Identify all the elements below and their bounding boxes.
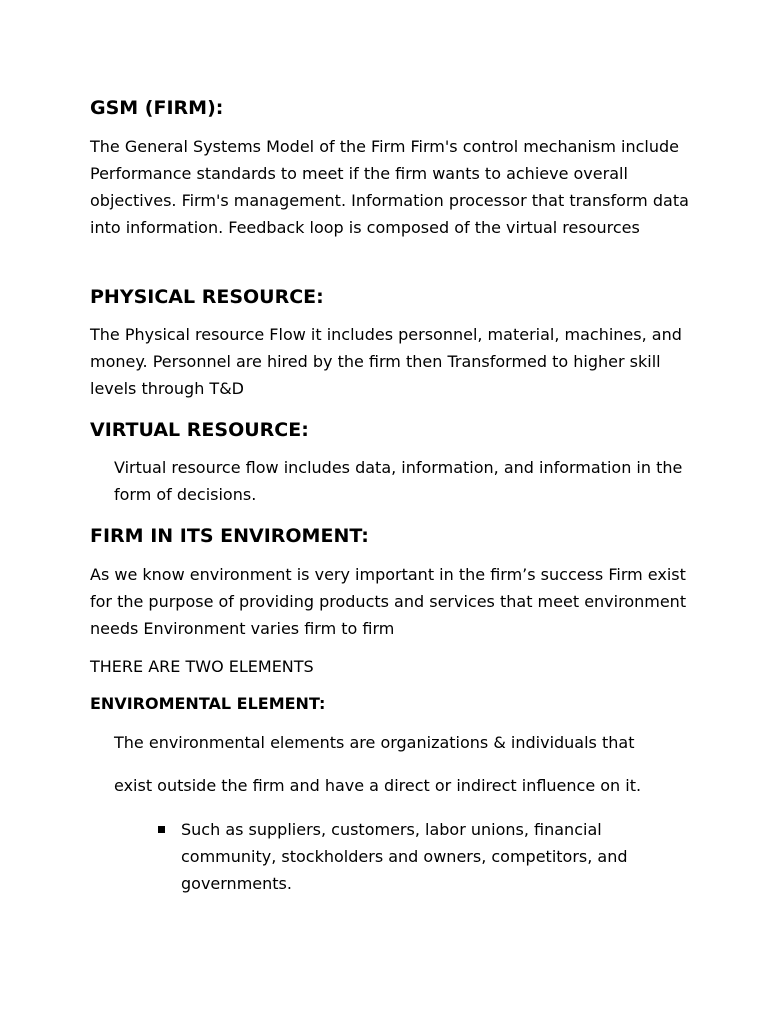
subsection-heading: ENVIROMENTAL ELEMENT: [90,694,326,713]
section-heading: VIRTUAL RESOURCE: [90,419,309,441]
paragraph-text: The Physical resource Flow it includes personnel, material, machines, and money. Personnel are hired by the firm then Transformed to higher skill levels through T&D [90,325,682,398]
gsm-heading [90,96,690,120]
paragraph-text: THERE ARE TWO ELEMENTS [90,657,314,676]
section-heading: GSM (FIRM): [90,97,224,119]
two-elements-line [90,653,690,680]
env-element-line2 [114,772,694,799]
environment-heading [90,524,690,548]
paragraph-text: exist outside the firm and have a direct or indirect influence on it. [114,776,642,795]
environment-paragraph [90,561,690,642]
virtual-heading [90,418,690,442]
paragraph-text: Virtual resource flow includes data, information, and information in the form of decisions. [114,458,683,504]
square-bullet-icon [158,826,165,833]
physical-heading [90,285,690,309]
paragraph-text: The environmental elements are organizations & individuals that [114,733,635,752]
list-item [158,816,658,897]
section-heading: FIRM IN ITS ENVIROMENT: [90,525,369,547]
virtual-paragraph [114,454,694,508]
section-heading: PHYSICAL RESOURCE: [90,286,324,308]
env-element-heading [90,693,690,715]
gsm-paragraph [90,133,690,241]
physical-paragraph [90,321,690,402]
list-item-text: Such as suppliers, customers, labor unions, financial community, stockholders and owners, competitors, and governments. [181,820,628,893]
paragraph-text: The General Systems Model of the Firm Firm's control mechanism include Performance standards to meet if the firm wants to achieve overall objectives. Firm's management. Information processor that transform data into information. Feedback loop is composed of the virtual resources [90,137,689,237]
paragraph-text: As we know environment is very important in the firm’s success Firm exist for the purpose of providing products and services that meet environment needs Environment varies firm to firm [90,565,687,638]
env-element-line1 [114,729,694,756]
